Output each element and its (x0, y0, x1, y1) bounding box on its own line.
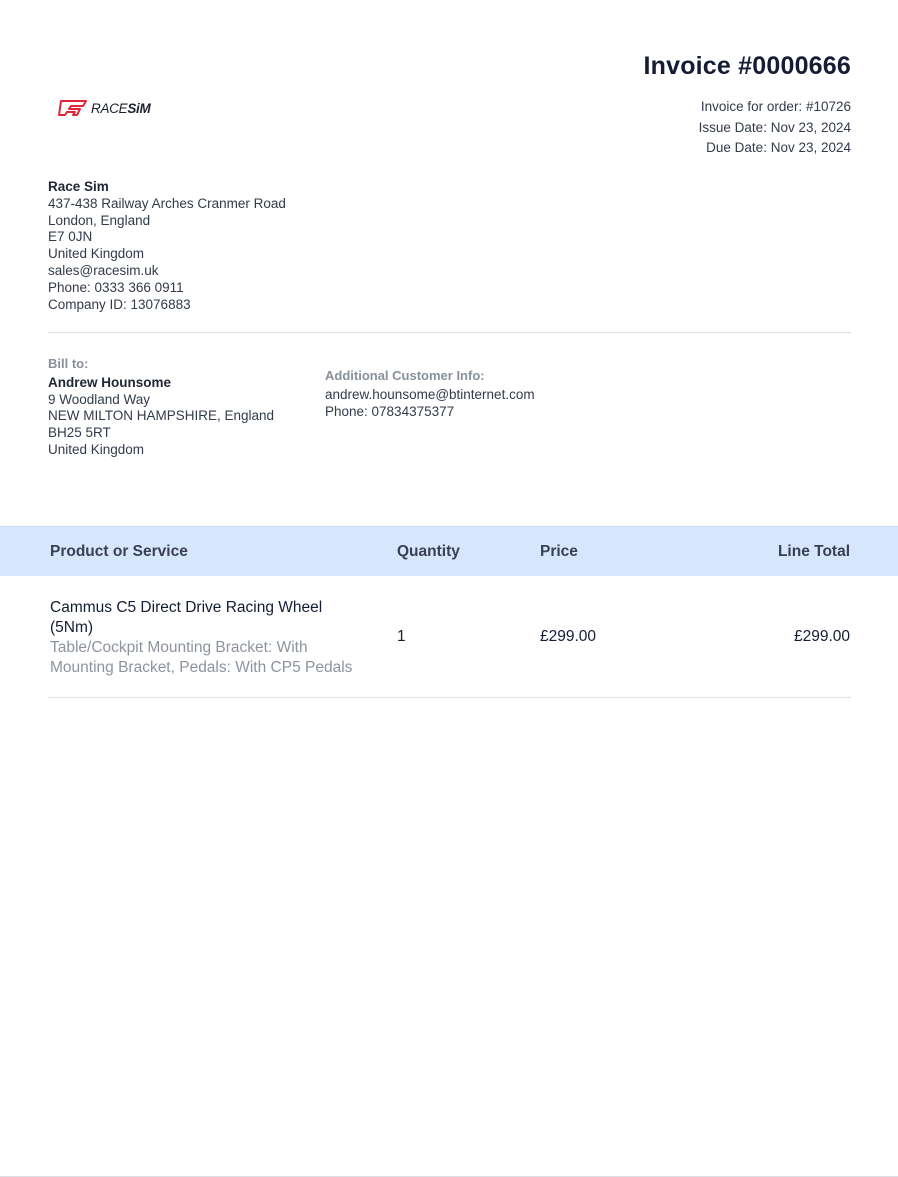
section-divider (48, 332, 851, 333)
product-options-line: Mounting Bracket, Pedals: With CP5 Pedals (50, 659, 353, 676)
product-options (50, 638, 380, 678)
additional-customer-info (325, 367, 535, 420)
company-address-block (48, 179, 286, 313)
table-row (0, 596, 898, 686)
due-date: Due Date: Nov 23, 2024 (706, 140, 851, 155)
logo-wordmark (91, 101, 150, 116)
company-city-line: London, England (48, 212, 151, 228)
customer-postcode: BH25 5RT (48, 425, 111, 441)
customer-address-line: 9 Woodland Way (48, 391, 151, 407)
logo-text-sim: SiM (127, 100, 151, 116)
line-total-cell: £299.00 (793, 628, 850, 645)
racesim-logo-mark-icon (58, 100, 88, 116)
price-cell: £299.00 (540, 628, 597, 645)
logo-text-race: RACE (91, 100, 128, 116)
company-address-line: 437-438 Railway Arches Cranmer Road (48, 195, 286, 211)
column-header-quantity: Quantity (397, 543, 460, 560)
line-items-table-header (0, 526, 898, 576)
column-header-price: Price (540, 543, 578, 560)
invoice-meta (699, 97, 851, 159)
company-id: Company ID: 13076883 (48, 296, 191, 312)
company-email: sales@racesim.uk (48, 262, 159, 278)
bill-to-block (48, 356, 274, 459)
column-header-line-total: Line Total (777, 543, 850, 560)
product-name (50, 598, 380, 638)
company-phone: Phone: 0333 366 0911 (48, 279, 184, 295)
company-name: Race Sim (48, 179, 109, 194)
product-cell (50, 598, 380, 678)
row-divider (48, 697, 851, 698)
customer-name: Andrew Hounsome (48, 374, 172, 390)
bill-to-label: Bill to: (48, 356, 89, 371)
company-country: United Kingdom (48, 246, 145, 262)
customer-phone: Phone: 07834375377 (325, 404, 455, 419)
quantity-cell: 1 (397, 628, 406, 645)
column-header-product: Product or Service (50, 543, 188, 560)
order-reference: Invoice for order: #10726 (700, 99, 851, 114)
company-logo (58, 99, 150, 117)
issue-date: Issue Date: Nov 23, 2024 (698, 119, 851, 135)
company-postcode: E7 0JN (48, 229, 93, 245)
product-name-line: (5Nm) (50, 619, 94, 636)
customer-city-line: NEW MILTON HAMPSHIRE, England (48, 408, 275, 424)
product-options-line: Table/Cockpit Mounting Bracket: With (50, 639, 308, 656)
product-name-line: Cammus C5 Direct Drive Racing Wheel (50, 599, 323, 616)
invoice-title: Invoice #0000666 (643, 52, 851, 80)
customer-email: andrew.hounsome@btinternet.com (325, 387, 535, 402)
additional-info-label: Additional Customer Info: (325, 368, 485, 383)
customer-country: United Kingdom (48, 441, 145, 457)
